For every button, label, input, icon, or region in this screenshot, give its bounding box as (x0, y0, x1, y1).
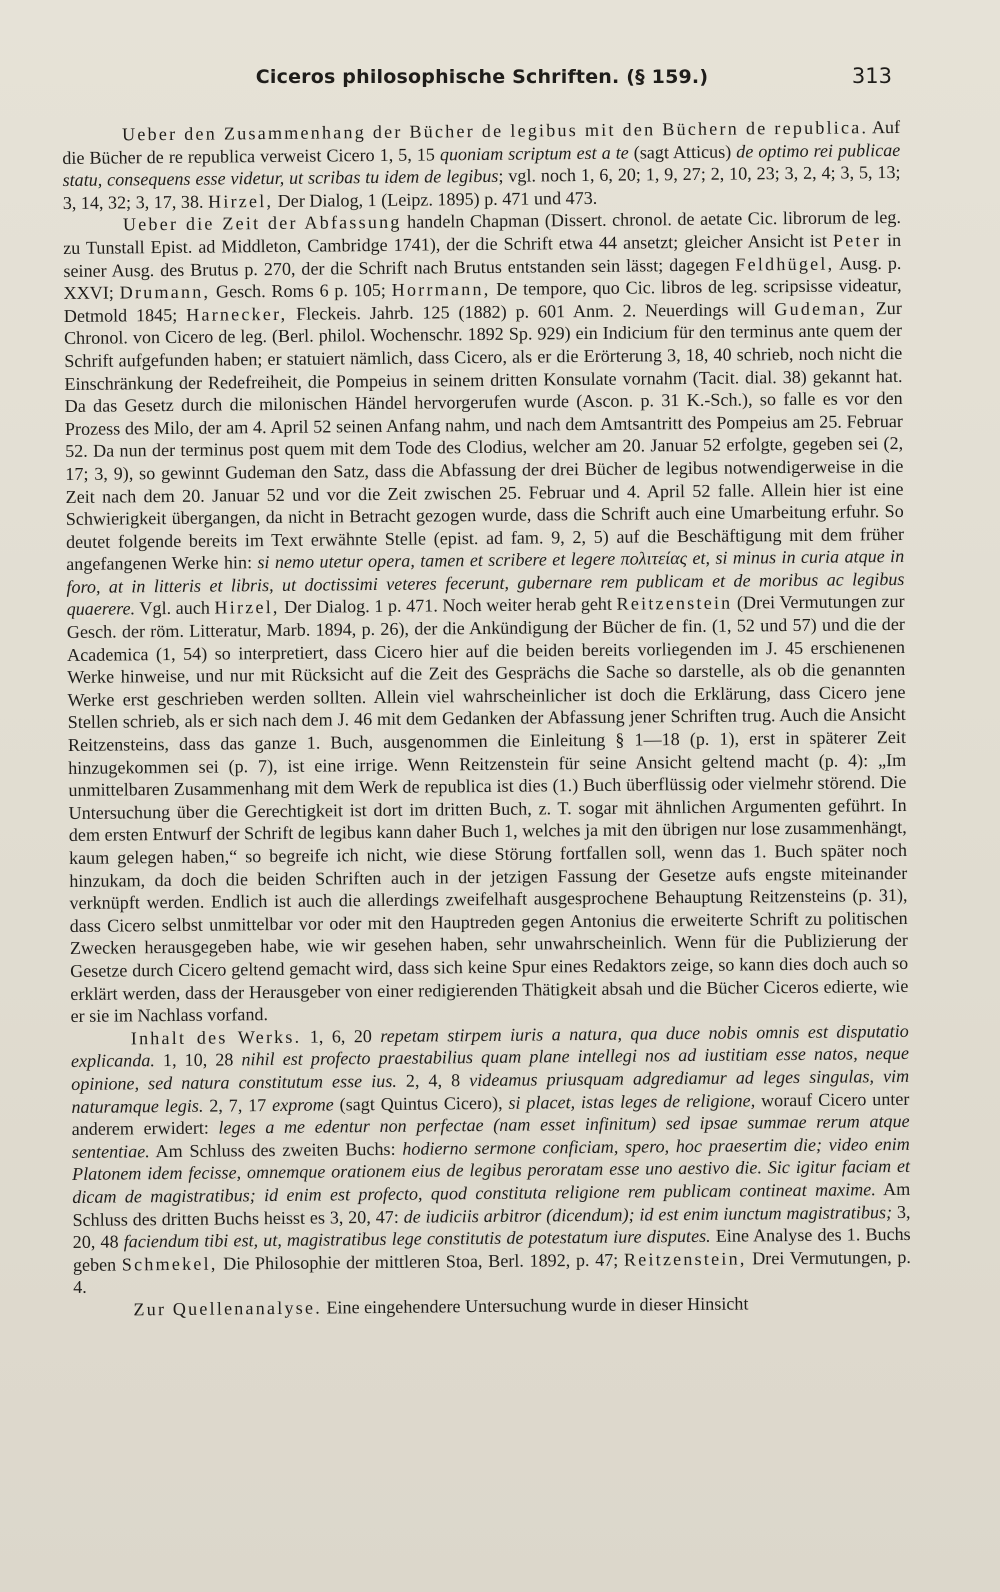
text-run: Gesch. Roms 6 p. 105; (210, 279, 392, 302)
spaced-emphasis: Ueber die Zeit der Abfassung (122, 212, 402, 235)
paragraph (71, 1020, 912, 1299)
text-run: Vgl. auch (135, 598, 215, 619)
text-run: De tempore, quo Cic. libros de leg. scripsisse videatur, Detmold 1845; (63, 275, 902, 326)
text-run: in seiner Ausg. des Brutus p. 270, der die Schrift nach Brutus entstanden sein lässt; dagegen (63, 229, 902, 281)
spaced-emphasis: Drumann, (119, 281, 211, 303)
text-run: Am Schluss des dritten Buchs heisst es 3, 20, 47: (72, 1178, 911, 1230)
text-run: 1, 10, 28 (154, 1049, 242, 1071)
text-run: Eine eingehendere Untersuchung wurde in dieser Hinsicht (321, 1293, 749, 1318)
text-run: 1, 6, 20 (301, 1025, 381, 1047)
spaced-emphasis: Harnecker, (186, 303, 288, 325)
italic-quotation: videamus priusquam adgrediamur ad leges singulas, vim naturamque legis. (71, 1065, 910, 1117)
italic-quotation: exprome (272, 1093, 334, 1115)
paragraph (63, 206, 909, 1027)
italic-quotation: de optimo rei publicae statu, consequens esse videtur, ut scribas tu idem de legibus (62, 139, 901, 191)
running-title: Ciceros philosophische Schriften. (§ 159.) (255, 66, 709, 88)
italic-quotation: leges a me edentur non perfectae (nam esset infinitum) sed ipsae summae rerum atque sententiae. (71, 1111, 910, 1162)
spaced-emphasis: Zur Quellenanalyse. (133, 1297, 322, 1320)
body-text (62, 116, 911, 1321)
spaced-emphasis: Gudeman, (774, 298, 867, 319)
text-run: Am Schluss des zweiten Buchs: (149, 1138, 403, 1161)
text-run: Ausg. p. XXVI; (63, 252, 902, 304)
italic-quotation: nihil est profecto praestabilius quam plane intellegi nos ad iustitiam esse natos, neque opinione, sed natura constitutum esse ius. (71, 1043, 910, 1094)
spaced-emphasis: Reitzenstein, (623, 1248, 747, 1270)
text-run: Eine Analyse des 1. Buchs geben (72, 1223, 911, 1275)
spaced-emphasis: Horrmann, (391, 279, 491, 300)
text-run: 3, 20, 48 (72, 1201, 911, 1253)
spaced-emphasis: Feldhügel, (735, 253, 835, 275)
italic-quotation: si placet, istas leges de religione, (508, 1089, 756, 1113)
text-run: handeln Chapman (Dissert. chronol. de aetate Cic. librorum de leg. zu Tunstall Epist. ad Middleton, Cambridge 1741), der die Schrift etwa 44 ansetzt; gleicher Ansicht ist (63, 207, 902, 258)
spaced-emphasis: Hirzel, (214, 597, 280, 619)
italic-quotation: repetam stirpem iuris a natura, qua duce nobis omnis est disputatio explicanda. (70, 1020, 909, 1072)
italic-quotation: hodierno sermone conficiam, spero, hoc praesertim die; video enim Platonem idem fecisse, omnemque orationem eius de legibus peroratam esse uno aestivo die. Sic igitur faciam et dicam de magistratibus; id enim est profecto, quod constituta religione rem publicam contineat maxime. (71, 1133, 911, 1207)
italic-quotation: quoniam scriptum est a te (439, 142, 629, 164)
text-run: worauf Cicero unter anderem erwidert: (71, 1088, 910, 1140)
text-run: (sagt Quintus Cicero), (333, 1092, 509, 1114)
spaced-emphasis: Reitzenstein (616, 593, 733, 615)
spaced-emphasis: Ueber den Zusammenhang der Bücher de legibus mit den Büchern de republica. (122, 117, 869, 145)
page-number: 313 (851, 64, 892, 88)
text-run: Drei Vermutungen, p. 4. (73, 1246, 911, 1298)
spaced-emphasis: Peter (832, 230, 882, 251)
text-run: Zur Chronol. von Cicero de leg. (Berl. philol. Wochenschr. 1892 Sp. 929) ein Indicium für den terminus ante quem der Schrift aufgefunden haben; er statuiert nämlich, dass Cicero, als er die Erörterung 3, 18, 40 schrieb, noch nicht die Einschränkung der Redefreiheit, die Pompeius in seinem dritten Konsulate vornahm (Tacit. dial. 38) gekannt hat. Da das Gesetz durch die milonischen Händel hervorgerufen wurde (Ascon. p. 31 K.-Sch.), so falle es vor den Prozess des Milo, der am 4. April 52 seinen Anfang nahm, und nach dem Amtsantritt des Pompeius am 25. Februar 52. Da nun der terminus post quem mit dem Tode des Clodius, welcher am 20. Januar 52 erfolgte, gegeben sei (2, 17; 3, 9), so gewinnt Gudeman den Satz, dass die Abfassung der drei Bücher de legibus notwendigerweise in die Zeit nach dem 20. Januar 52 und vor die Zeit zwischen 25. Februar und 4. April 52 falle. Allein hier ist eine Schwierigkeit übergangen, da nicht in Betracht gezogen wurde, dass die Schrift auch eine Umarbeitung erfuhr. So deutet folgende bereits im Text erwähnte Stelle (epist. ad fam. 9, 2, 5) auf die Beschäftigung mit dem früher angefangenen Werke hin: (63, 297, 905, 575)
text-run: Die Philosophie der mittleren Stoa, Berl. 1892, p. 47; (217, 1249, 625, 1274)
spaced-emphasis: Inhalt des Werks. (130, 1026, 302, 1049)
text-run: ; vgl. noch 1, 6, 20; 1, 9, 27; 2, 10, 23; 3, 2, 4; 3, 5, 13; 3, 14, 32; 3, 17, 38. (62, 162, 901, 213)
spaced-emphasis: Hirzel, (207, 190, 274, 212)
text-run: Der Dialog. 1 p. 471. Noch weiter herab geht (279, 594, 617, 618)
page-header (62, 62, 902, 96)
italic-quotation: si nemo utetur opera, tamen et scribere et legere πολιτείας et, si minus in curia atque in foro, at in litteris et libris, ut doctissimi veteres fecerunt, gubernare rem publicam et de moribus ac legibus quaerere. (66, 546, 905, 620)
italic-quotation: de iudiciis arbitror (dicendum); id est enim iunctum magistratibus; (403, 1201, 893, 1227)
text-run: (sagt Atticus) (628, 141, 737, 163)
paragraph (62, 116, 901, 214)
text-run: Auf die Bücher de re republica verweist Cicero 1, 5, 15 (62, 116, 901, 168)
text-run: Fleckeis. Jahrb. 125 (1882) p. 601 Anm. 2. Neuerdings will (287, 298, 775, 324)
text-run: Der Dialog, 1 (Leipz. 1895) p. 471 und 473. (273, 187, 598, 211)
spaced-emphasis: Schmekel, (121, 1253, 218, 1275)
text-run: 2, 7, 17 (203, 1094, 273, 1116)
text-run: (Drei Vermutungen zur Gesch. der röm. Litteratur, Marb. 1894, p. 26), der die Ankündigung der Bücher de fin. (1, 52 und 57) und die der Academica (1, 54) so interpretiert, dass Cicero hier auf die beiden bereits vorliegenden im J. 45 erschienenen Werke hinweise, und nur mit Rücksicht auf die Zeit des Gesprächs die Sache so darstelle, als ob die genannten Werke erst geschrieben werden sollten. Allein viel wahrscheinlicher ist doch die Erklärung, dass Cicero jene Stellen schrieb, als er sich nach dem J. 46 mit dem Gedanken der Abfassung jener Schriften trug. Auch die Ansicht Reitzensteins, dass das ganze 1. Buch, ausgenommen die Einleitung § 1—18 (p. 1), erst in späterer Zeit hinzugekommen sei (p. 7), ist eine irrige. Wenn Reitzenstein für seine Ansicht geltend macht (p. 4): „Im unmittelbaren Zusammenhang mit dem Werk de republica ist dies (1.) Buch überflüssig oder vielmehr störend. Die Untersuchung über die Gerechtigkeit ist dort im dritten Buch, z. T. sogar mit ähnlichen Argumenten geführt. In dem ersten Entwurf der Schrift de legibus kann daher Buch 1, welches ja mit den übrigen nur lose zusammenhängt, kaum gelegen haben,“ so begreife ich nicht, wie diese Störung fortfallen soll, wenn das 1. Buch später noch hinzukam, da doch die beiden Schriften auch in der jetzigen Fassung der Gesetze aufs engste miteinander verknüpft werden. Endlich ist auch die allerdings zweifelhaft ausgesprochene Behauptung Reitzensteins (p. 31), dass Cicero selbst unmittelbar vor oder mit den Hauptreden gegen Antonius die erweiterte Schrift zu politischen Zwecken herausgegeben habe, wie wir gesehen haben, sehr unwahrscheinlich. Wenn für die Publizierung der Gesetze durch Cicero geltend gemacht wird, dass sich keine Spur eines Redaktors zeige, so kann dies doch auch so erklärt werden, dass der Herausgeber von einer redigierenden Thätigkeit absah und die Bücher Ciceros edierte, wie er sie im Nachlass vorfand. (66, 591, 909, 1027)
text-run: 2, 4, 8 (396, 1070, 470, 1091)
italic-quotation: faciendum tibi est, ut, magistratibus lege constitutis de potestatum iure disputes. (123, 1225, 711, 1252)
